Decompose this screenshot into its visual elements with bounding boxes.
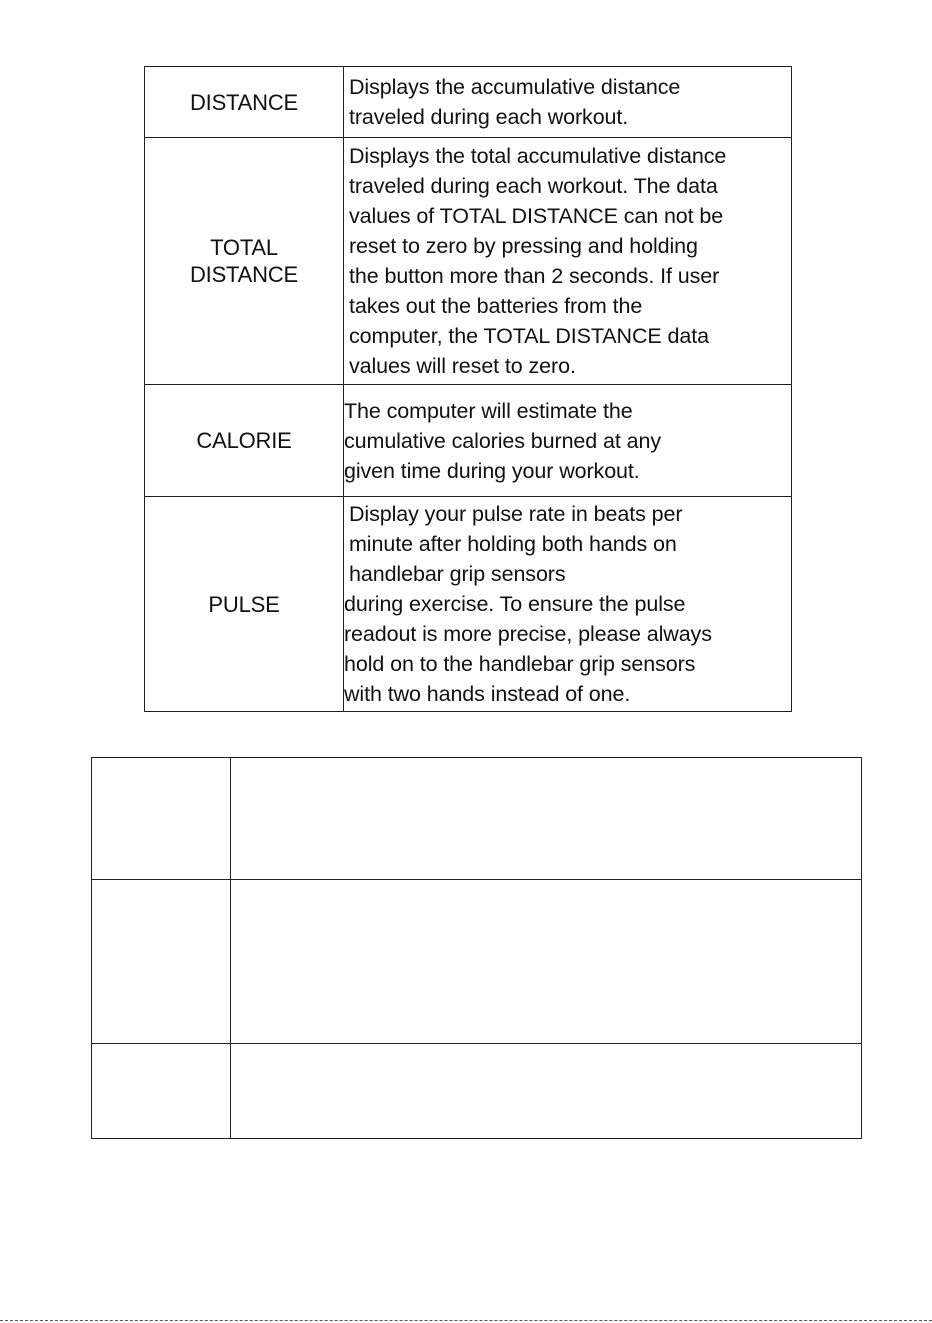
description-line: takes out the batteries from the [349,294,643,318]
description-line: during exercise. To ensure the pulse [344,592,686,616]
description-line: Displays the accumulative distance [349,75,681,99]
function-name-cell [145,138,344,385]
function-name: PULSE [208,591,280,617]
description-line: traveled during each workout. [349,105,629,129]
table-row [145,67,792,138]
function-name-cell [145,67,344,138]
empty-table-row [92,1044,862,1139]
function-name: DISTANCE [189,262,298,287]
table-row [145,385,792,497]
empty-table-row [92,758,862,880]
description-line: readout is more precise, please always [344,622,712,646]
empty-cell [231,758,862,880]
function-description-cell [344,138,792,385]
empty-cell [92,880,231,1044]
function-name: CALORIE [196,428,292,453]
table-row [145,497,792,712]
empty-cell [231,1044,862,1139]
empty-cell [92,1044,231,1139]
description-line: reset to zero by pressing and holding [349,234,698,258]
description-line: the button more than 2 seconds. If user [349,264,720,288]
description-line: computer, the TOTAL DISTANCE data [349,324,709,348]
function-description-cell [344,385,792,497]
description-line: with two hands instead of one. [344,682,631,706]
description-line: given time during your workout. [344,458,640,483]
empty-cell [231,880,862,1044]
function-name: TOTAL [210,235,278,260]
description-line: handlebar grip sensors [349,562,566,586]
description-line: Display your pulse rate in beats per [349,502,683,526]
description-line: Displays the total accumulative distance [349,144,727,168]
description-line: minute after holding both hands on [349,532,677,556]
page-bottom-edge [0,1320,932,1321]
function-description-table [144,66,792,712]
description-line: traveled during each workout. The data [349,174,718,198]
table-row [145,138,792,385]
empty-cell [92,758,231,880]
function-name-cell [145,385,344,497]
function-description-cell [344,497,792,712]
function-description-cell [344,67,792,138]
description-line: values of TOTAL DISTANCE can not be [349,204,724,228]
function-name: DISTANCE [189,89,298,115]
description-line: values will reset to zero. [349,354,576,378]
description-line: hold on to the handlebar grip sensors [344,652,696,676]
empty-grid-table [91,757,862,1139]
empty-table-row [92,880,862,1044]
description-line: The computer will estimate the [344,398,633,423]
function-name-cell [145,497,344,712]
description-line: cumulative calories burned at any [344,428,661,453]
